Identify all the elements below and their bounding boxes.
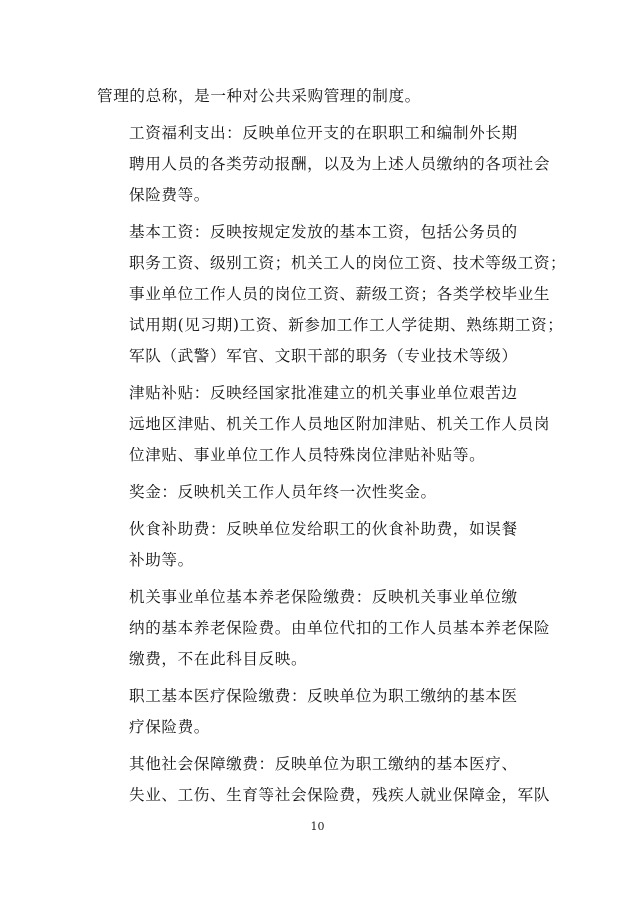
page-number: 10 xyxy=(310,820,325,833)
text-line: 远地区津贴、机关工作人员地区附加津贴、机关工作人员岗 xyxy=(129,415,551,433)
text-line: 奖金：反映机关工作人员年终一次性奖金。 xyxy=(129,483,437,501)
text-line: 纳的基本养老保险费。由单位代扣的工作人员基本养老保险 xyxy=(129,619,551,637)
text-line: 津贴补贴：反映经国家批准建立的机关事业单位艰苦边 xyxy=(129,384,518,402)
text-line: 机关事业单位基本养老保险缴费：反映机关事业单位缴 xyxy=(129,588,518,606)
text-line: 伙食补助费：反映单位发给职工的伙食补助费，如误餐 xyxy=(129,520,518,538)
text-line: 职务工资、级别工资；机关工人的岗位工资、技术等级工资； xyxy=(129,254,567,272)
text-line: 事业单位工作人员的岗位工资、薪级工资；各类学校毕业生 xyxy=(129,285,551,303)
text-line: 其他社会保障缴费：反映单位为职工缴纳的基本医疗、 xyxy=(129,755,518,773)
text-line: 职工基本医疗保险缴费：反映单位为职工缴纳的基本医 xyxy=(129,687,518,705)
document-body xyxy=(97,81,567,811)
paragraph-pension-insurance xyxy=(97,582,551,675)
paragraph-other-social-security xyxy=(97,749,551,811)
text-line: 试用期(见习期)工资、新参加工作工人学徒期、熟练期工资； xyxy=(129,316,564,334)
paragraph-meal-subsidy xyxy=(97,514,542,576)
text-line: 军队（武警）军官、文职干部的职务（专业技术等级） xyxy=(129,347,518,365)
text-line: 位津贴、事业单位工作人员特殊岗位津贴补贴等。 xyxy=(129,446,486,464)
paragraph-wages-welfare xyxy=(97,118,551,211)
text-line: 失业、工伤、生育等社会保险费，残疾人就业保障金，军队 xyxy=(129,786,551,804)
text-line: 补助等。 xyxy=(129,551,194,569)
text-line: 工资福利支出：反映单位开支的在职职工和编制外长期 xyxy=(129,124,518,142)
text-line: 聘用人员的各类劳动报酬，以及为上述人员缴纳的各项社会 xyxy=(129,155,551,173)
paragraph-bonus xyxy=(97,477,542,508)
text-line: 保险费等。 xyxy=(129,186,210,204)
text-line: 基本工资：反映按规定发放的基本工资，包括公务员的 xyxy=(129,223,518,241)
text-line: 管理的总称，是一种对公共采购管理的制度。 xyxy=(97,87,421,105)
paragraph-medical-insurance xyxy=(97,681,542,743)
paragraph-basic-wage xyxy=(97,217,567,372)
text-line: 缴费，不在此科目反映。 xyxy=(129,650,308,668)
text-line: 疗保险费。 xyxy=(129,718,210,736)
paragraph-allowances xyxy=(97,378,551,471)
paragraph-procurement-continuation xyxy=(97,81,542,112)
